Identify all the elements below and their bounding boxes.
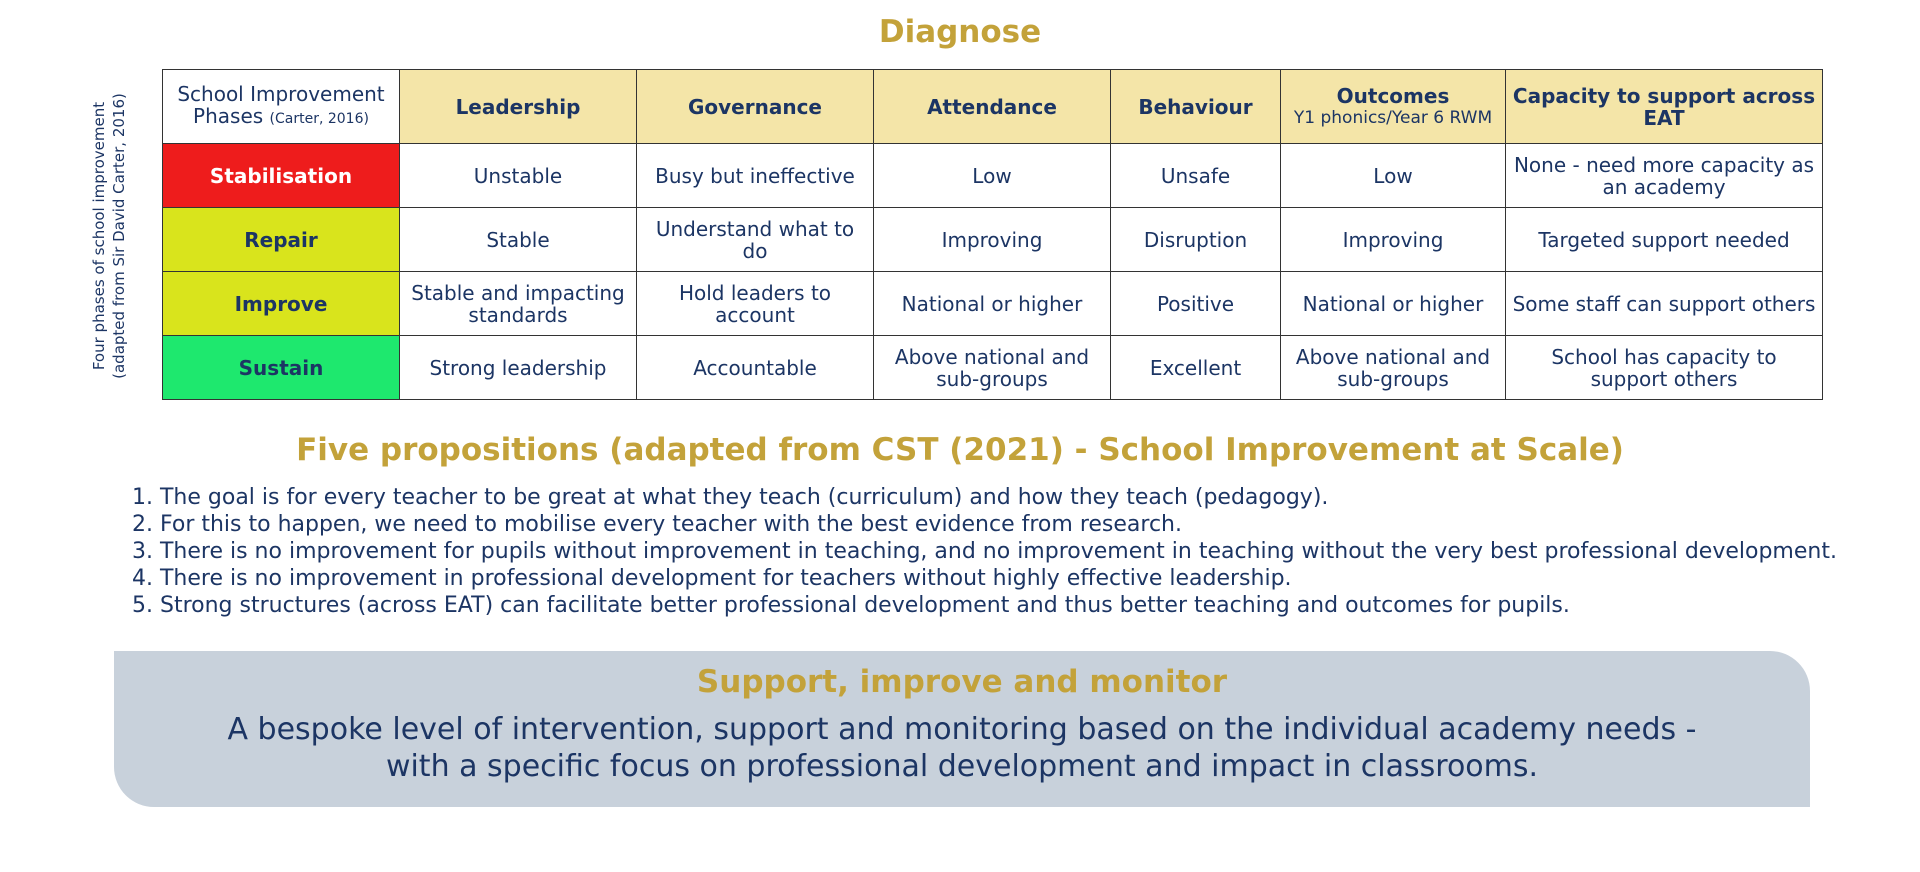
cell-leadership: Stable bbox=[400, 208, 637, 272]
improvement-phases-table bbox=[162, 69, 1823, 400]
proposition-item: 4. There is no improvement in professional development for teachers without highly effective leadership. bbox=[132, 566, 1292, 591]
phases-header-cell bbox=[163, 70, 400, 144]
cell-capacity: None - need more capacity as an academy bbox=[1506, 144, 1823, 208]
table-row bbox=[163, 336, 1823, 400]
cell-behaviour: Unsafe bbox=[1111, 144, 1281, 208]
phases-header-label: School Improvement Phases bbox=[177, 82, 385, 128]
table-row bbox=[163, 144, 1823, 208]
support-panel bbox=[114, 651, 1810, 807]
column-header-capacity bbox=[1506, 70, 1823, 144]
proposition-item: 5. Strong structures (across EAT) can facilitate better professional development and thus better teaching and outcomes for pupils. bbox=[132, 593, 1570, 618]
table-body bbox=[163, 144, 1823, 400]
propositions-title: Five propositions (adapted from CST (2021) - School Improvement at Scale) bbox=[296, 432, 1624, 468]
cell-attendance: Improving bbox=[874, 208, 1111, 272]
column-header-label: Capacity to support across EAT bbox=[1512, 83, 1816, 130]
proposition-item: 2. For this to happen, we need to mobilise every teacher with the best evidence from research. bbox=[132, 512, 1182, 537]
column-header-governance bbox=[637, 70, 874, 144]
table-header-row bbox=[163, 70, 1823, 144]
cell-attendance: Low bbox=[874, 144, 1111, 208]
cell-governance: Hold leaders to account bbox=[637, 272, 874, 336]
cell-leadership: Unstable bbox=[400, 144, 637, 208]
cell-governance: Busy but ineffective bbox=[637, 144, 874, 208]
column-header-behaviour bbox=[1111, 70, 1281, 144]
column-header-subtitle: Y1 phonics/Year 6 RWM bbox=[1293, 107, 1493, 128]
cell-governance: Accountable bbox=[637, 336, 874, 400]
cell-attendance: Above national and sub-groups bbox=[874, 336, 1111, 400]
column-header-label: Outcomes bbox=[1336, 83, 1450, 108]
phases-header-note: (Carter, 2016) bbox=[269, 111, 369, 127]
table-row bbox=[163, 272, 1823, 336]
cell-outcomes: National or higher bbox=[1281, 272, 1506, 336]
column-header-label: Governance bbox=[687, 94, 822, 119]
cell-leadership: Stable and impacting standards bbox=[400, 272, 637, 336]
cell-behaviour: Disruption bbox=[1111, 208, 1281, 272]
cell-behaviour: Positive bbox=[1111, 272, 1281, 336]
diagnose-title: Diagnose bbox=[878, 14, 1042, 50]
column-header-attendance bbox=[874, 70, 1111, 144]
side-caption-line-1: Four phases of school improvement bbox=[90, 101, 108, 371]
column-header-label: Attendance bbox=[927, 94, 1057, 119]
column-header-outcomes bbox=[1281, 70, 1506, 144]
cell-attendance: National or higher bbox=[874, 272, 1111, 336]
table-row bbox=[163, 208, 1823, 272]
column-header-label: Behaviour bbox=[1138, 94, 1253, 119]
column-header-leadership bbox=[400, 70, 637, 144]
phase-cell-repair: Repair bbox=[163, 208, 400, 272]
column-header-label: Leadership bbox=[455, 94, 581, 119]
side-caption bbox=[89, 76, 135, 396]
cell-capacity: Targeted support needed bbox=[1506, 208, 1823, 272]
proposition-item: 3. There is no improvement for pupils without improvement in teaching, and no improvement in teaching without the very best professional development. bbox=[132, 539, 1837, 564]
cell-capacity: Some staff can support others bbox=[1506, 272, 1823, 336]
side-caption-line-2: (adapted from Sir David Carter, 2016) bbox=[110, 93, 128, 379]
propositions-list bbox=[132, 484, 1912, 619]
support-text: A bespoke level of intervention, support and monitoring based on the individual academy needs - with a specific focus on professional development and impact in classrooms. bbox=[227, 712, 1697, 784]
cell-governance: Understand what to do bbox=[637, 208, 874, 272]
phase-cell-sustain: Sustain bbox=[163, 336, 400, 400]
cell-leadership: Strong leadership bbox=[400, 336, 637, 400]
phase-cell-improve: Improve bbox=[163, 272, 400, 336]
support-title: Support, improve and monitor bbox=[696, 664, 1228, 700]
phase-cell-stabilisation: Stabilisation bbox=[163, 144, 400, 208]
cell-outcomes: Low bbox=[1281, 144, 1506, 208]
cell-outcomes: Improving bbox=[1281, 208, 1506, 272]
cell-behaviour: Excellent bbox=[1111, 336, 1281, 400]
cell-outcomes: Above national and sub-groups bbox=[1281, 336, 1506, 400]
cell-capacity: School has capacity to support others bbox=[1506, 336, 1823, 400]
proposition-item: 1. The goal is for every teacher to be great at what they teach (curriculum) and how they teach (pedagogy). bbox=[132, 485, 1329, 510]
